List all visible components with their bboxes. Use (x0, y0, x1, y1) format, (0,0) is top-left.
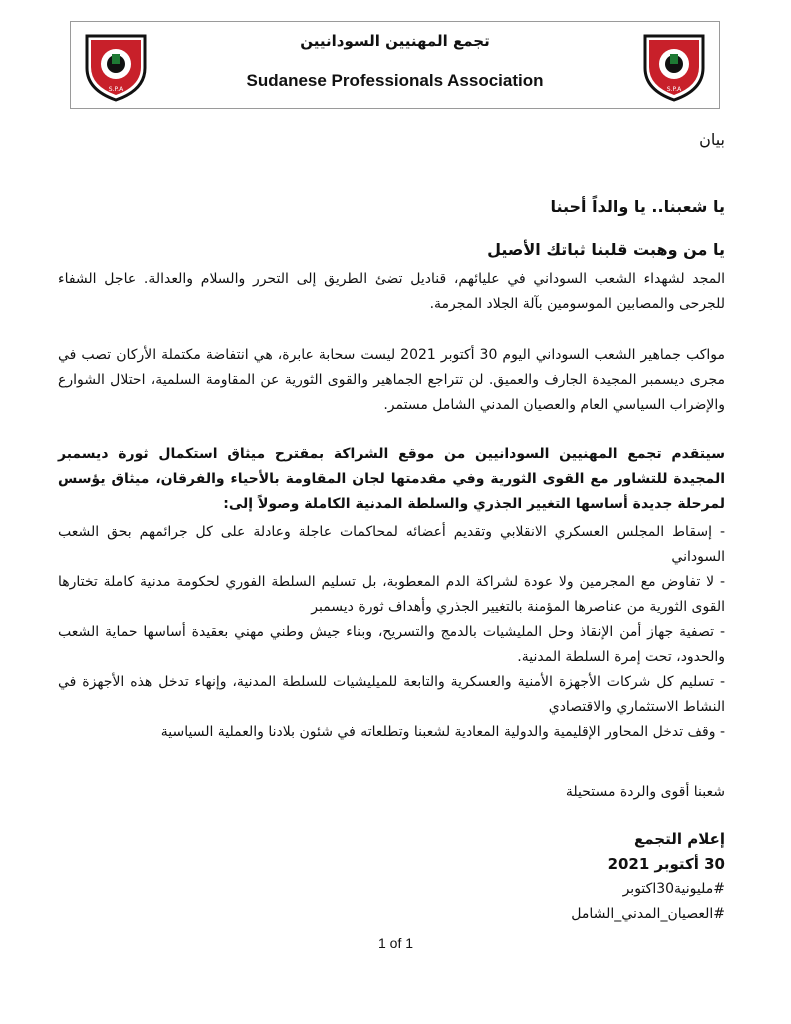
demands-list (58, 520, 725, 745)
association-title-arabic: تجمع المهنيين السودانيين (300, 32, 490, 50)
association-title-english: Sudanese Professionals Association (246, 71, 544, 90)
paragraph-3-text: سيتقدم تجمع المهنيين السودانيين من موقع الشراكة بمقترح ميثاق استكمال ثورة ديسمبر المجيدة للتشاور مع القوى الثورية وفي مقدمتها لجان المقاومة بالأحياء والفرقان، ميثاق يؤسس لمرحلة جديدة أساسها التغيير الجذري والسلطة المدنية الكاملة وصولاً إلى: (58, 446, 725, 512)
signature: إعلام التجمع (633, 830, 725, 848)
list-item: - تصفية جهاز أمن الإنقاذ وحل المليشيات بالدمج والتسريح، وبناء جيش وطني مهني بعقيدة أساسها حماية الشعب والحدود، تحت إمرة السلطة المدنية. (58, 624, 725, 665)
list-item: - إسقاط المجلس العسكري الانقلابي وتقديم أعضائه لمحاكمات عاجلة وعادلة على كل جرائمهم بحق الشعب السوداني (58, 524, 725, 565)
greeting-line-2: يا من وهبت قلبنا ثباتك الأصيل (487, 240, 725, 259)
heading-text: بيان (699, 130, 725, 149)
list-item: - لا تفاوض مع المجرمين ولا عودة لشراكة الدم المعطوبة، بل تسليم السلطة الفوري لحكومة مدنية كاملة تختارها القوى الثورية من عناصرها المؤمنة بالتغيير الجذري وأهداف ثورة ديسمبر (58, 574, 725, 615)
signature-block (58, 827, 725, 927)
svg-text:S.P.A: S.P.A (108, 86, 124, 93)
statement-heading (58, 130, 725, 149)
letterhead (70, 21, 720, 109)
list-item: - وقف تدخل المحاور الإقليمية والدولية المعادية لشعبنا وتطلعاته في شئون بلادنا والعملية السياسية (160, 724, 725, 740)
paragraph-2 (58, 329, 725, 432)
closing (58, 784, 725, 800)
paragraph-1 (58, 253, 725, 331)
paragraph-3 (58, 428, 725, 531)
hashtag-2: #العصيان_المدني_الشامل (571, 906, 725, 922)
paragraph-2-text: مواكب جماهير الشعب السوداني اليوم 30 أكتوبر 2021 ليست سحابة عابرة، هي انتفاضة مكتملة الأركان تصب في مجرى ديسمبر المجيدة الجارف والعميق. لن تتراجع الجماهير والقوى الثورية عن المقاومة السلمية، احتلال الشوارع والإضراب السياسي العام والعصيان المدني الشامل مستمر. (58, 347, 725, 413)
svg-text:S.P.A: S.P.A (666, 86, 682, 93)
date: 30 أكتوبر 2021 (607, 855, 725, 873)
paragraph-1-text: المجد لشهداء الشعب السوداني في عليائهم، قناديل تضئ الطريق إلى التحرر والسلام والعدالة. عاجل الشفاء للجرحى والمصابين الموسومين بآلة الجلاد المجرمة. (58, 271, 725, 312)
closing-text: شعبنا أقوى والردة مستحيلة (565, 784, 725, 800)
greeting-line-1: يا شعبنا.. يا والداً أحبنا (550, 197, 725, 216)
hashtag-1: #مليونية30اكتوبر (622, 881, 725, 897)
list-item: - تسليم كل شركات الأجهزة الأمنية والعسكرية والتابعة للميليشيات للسلطة المدنية، وإنهاء تدخل هذه الأجهزة في النشاط الاستثماري والاقتصادي (58, 674, 725, 715)
spa-logo-right (639, 30, 709, 102)
page-number: 1 of 1 (377, 935, 414, 951)
